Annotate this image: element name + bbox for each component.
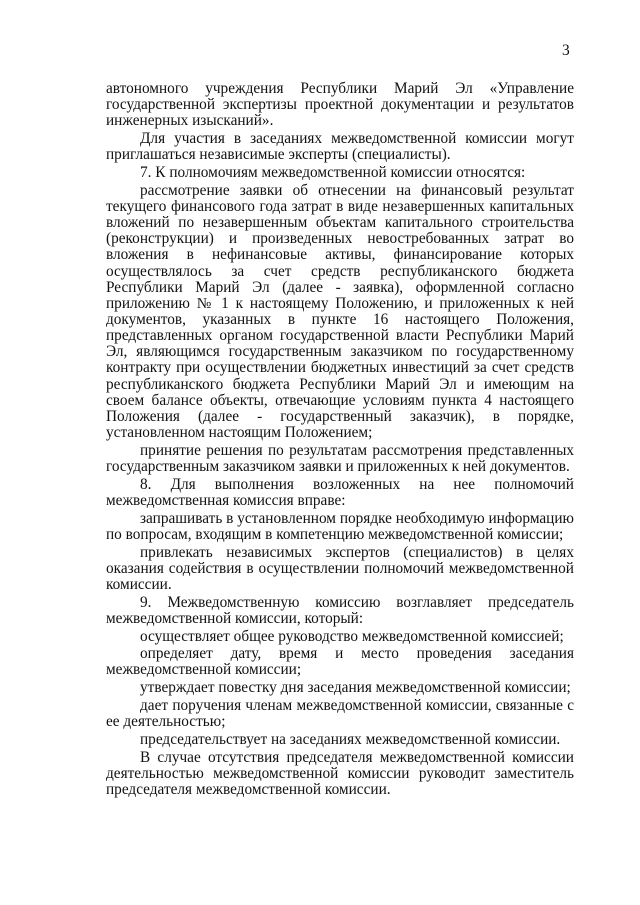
paragraph-text: Для участия в заседаниях межведомственной комиссии могут приглашаться независимые эксперты (специалисты).	[106, 130, 578, 164]
paragraph	[106, 629, 574, 645]
paragraph	[106, 748, 578, 798]
paragraph-text: дает поручения членам межведомственной комиссии, связанные с ее деятельностью;	[106, 696, 578, 731]
paragraph-text: запрашивать в установленном порядке необходимую информацию по вопросам, входящим в компетенцию межведомственной комиссии;	[106, 509, 578, 543]
paragraph	[106, 181, 578, 442]
page-number: 3	[562, 42, 570, 59]
paragraph	[106, 130, 578, 164]
paragraph	[106, 696, 578, 731]
document-body	[106, 80, 578, 800]
section-heading-8	[106, 475, 578, 509]
paragraph-text: принятие решения по результатам рассмотрения представленных государственным заказчиком заявки и приложенных к ней документов.	[106, 441, 578, 475]
paragraph	[106, 732, 574, 748]
paragraph	[106, 80, 578, 130]
section-heading-7	[106, 165, 574, 181]
paragraph-text: определяет дату, время и место проведения заседания межведомственной комиссии;	[106, 645, 578, 679]
paragraph-text: В случае отсутствия председателя межведомственной комиссии деятельностью межведомственной комиссии руководит заместитель председателя межведомственной комиссии.	[106, 748, 578, 798]
paragraph-text: автономного учреждения Республики Марий Эл «Управление государственной экспертизы проектной документации и результатов инженерных изысканий».	[106, 80, 578, 130]
section-heading-9	[106, 593, 578, 627]
paragraph-text: 7. К полномочиям межведомственной комиссии относятся:	[140, 163, 526, 181]
paragraph	[106, 645, 578, 679]
paragraph-text: 9. Межведомственную комиссию возглавляет председатель межведомственной комиссии, который:	[106, 593, 578, 627]
paragraph	[106, 509, 578, 543]
paragraph-text: осуществляет общее руководство межведомственной комиссией;	[140, 627, 564, 645]
paragraph	[106, 680, 574, 696]
paragraph	[106, 441, 578, 475]
paragraph-text: рассмотрение заявки об отнесении на финансовый результат текущего финансового года затрат в виде незавершенных капитальных вложений по незавершенным объектам капитального строительства (реконструкции) и произведенных невостребованных затрат во вложения в нефинансовые активы, финансирование которых осуществлялось за счет средств республиканского бюджета Республики Марий Эл (далее - заявка), оформленной согласно приложению № 1 к настоящему Положению, и приложенных к ней документов, указанных в пункте 16 настоящего Положения, представленных органом государственной власти Республики Марий Эл, являющимся государственным заказчиком по государственному контракту при осуществлении бюджетных инвестиций за счет средств республиканского бюджета Республики Марий Эл и имеющим на своем балансе объекты, отвечающие условиям пункта 4 настоящего Положения (далее - государственный заказчик), в порядке, установленном настоящим Положением;	[106, 181, 578, 442]
paragraph-text: 8. Для выполнения возложенных на нее полномочий межведомственная комиссия вправе:	[106, 475, 578, 509]
paragraph-text: утверждает повестку дня заседания межведомственной комиссии;	[140, 679, 571, 697]
paragraph-text: привлекать независимых экспертов (специалистов) в целях оказания содействия в осуществлении полномочий межведомственной комиссии.	[106, 543, 578, 593]
paragraph	[106, 543, 578, 593]
paragraph-text: председательствует на заседаниях межведомственной комиссии.	[140, 730, 561, 748]
